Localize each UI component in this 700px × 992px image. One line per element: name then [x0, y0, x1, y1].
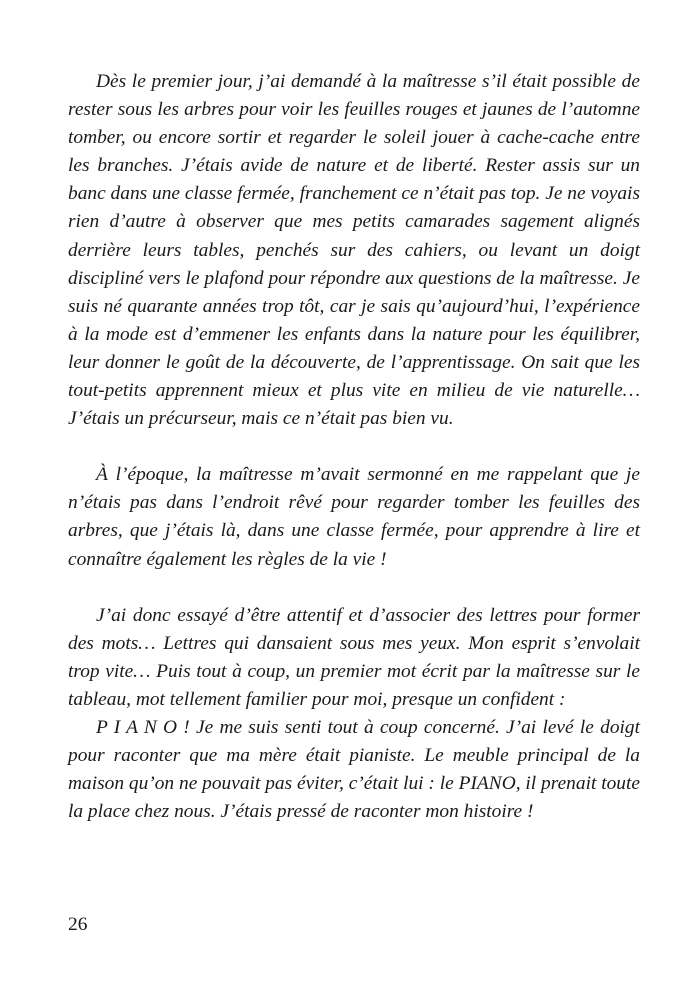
paragraph-first-day: Dès le premier jour, j’ai demandé à la maîtresse s’il était possible de rester sous les arbres pour voir les feuilles rouges et jaunes de l’automne tomber, ou encore sortir et regarder le soleil jouer à cache-cache entre les branches. J’étais avide de nature et de liberté. Rester assis sur un banc dans une classe fermée, franchement ce n’était pas top. Je ne voyais rien d’autre à observer que mes petits camarades sagement alignés derrière leurs tables, penchés sur des cahiers, ou levant un doigt discipliné vers le plafond pour répondre aux questions de la maîtresse. Je suis né quarante années trop tôt, car je sais qu’aujourd’hui, l’expérience à la mode est d’emmener les enfants dans la nature pour les équilibrer, leur donner le goût de la découverte, de l’apprentissage. On sait que les tout-petits apprennent mieux et plus vite en milieu de vie naturelle… J’étais un précurseur, mais ce n’était pas bien vu. — [68, 71, 640, 430]
page-number: 26 — [68, 914, 88, 935]
paragraph-piano: P I A N O ! Je me suis senti tout à coup concerné. J’ai levé le doigt pour raconter que ma mère était pianiste. Le meuble principal de la maison qu’on ne pouvait pas éviter, c’était lui : le PIANO, il prenait toute la place chez nous. J’étais pressé de raconter mon histoire ! — [68, 716, 640, 823]
body-text — [68, 68, 640, 826]
paragraph-letters: J’ai donc essayé d’être attentif et d’associer des lettres pour former des mots… Lettres qui dansaient sous mes yeux. Mon esprit s’envolait trop vite… Puis tout à coup, un premier mot écrit par la maîtresse sur le tableau, mot tellement familier pour moi, presque un confident : — [68, 604, 640, 710]
paragraph-at-the-time: À l’époque, la maîtresse m’avait sermonné en me rappelant que je n’étais pas dans l’endroit rêvé pour regarder tomber les feuilles des arbres, que j’étais là, dans une classe fermée, pour apprendre à lire et connaître également les règles de la vie ! — [68, 464, 640, 570]
